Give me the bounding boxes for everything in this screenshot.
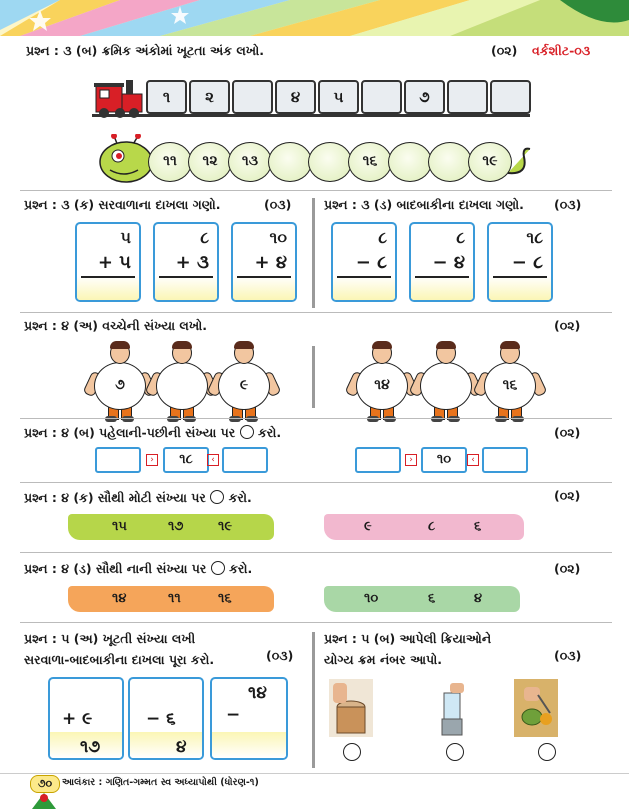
subtraction-operation: − ૪ — [432, 252, 465, 273]
divider — [20, 312, 612, 313]
shoe — [246, 416, 258, 422]
man-hair — [110, 341, 130, 349]
addition-box — [75, 222, 141, 302]
addition-marks: (૦૩) — [264, 197, 292, 212]
caterpillar-tail-icon — [506, 145, 536, 179]
caterpillar-segment[interactable] — [428, 142, 472, 182]
subtraction-title: પ્રશ્ન : ૩ (ડ) બાદબાકીના દાખલા ગણો. — [324, 197, 524, 212]
before-answer-box[interactable] — [95, 447, 141, 473]
circle-symbol — [210, 490, 224, 504]
man-hair — [436, 341, 456, 349]
man-number: ૭ — [94, 362, 146, 410]
shoe — [122, 416, 134, 422]
after-answer-box[interactable] — [482, 447, 528, 473]
rail — [92, 114, 530, 117]
man-figure — [88, 342, 150, 424]
biggest-right-strip — [324, 514, 524, 540]
caterpillar-segment: ૧૯ — [468, 142, 512, 182]
man-figure[interactable] — [150, 342, 212, 424]
man-number — [420, 362, 472, 410]
before-answer-box[interactable] — [355, 447, 401, 473]
middle-number-box: ૧૮ — [163, 447, 209, 473]
train-engine — [94, 76, 144, 116]
man-figure — [478, 342, 540, 424]
train-wagon[interactable] — [361, 80, 402, 114]
shoe — [184, 416, 196, 422]
subtraction-answer-area[interactable] — [333, 276, 395, 300]
divider — [20, 418, 612, 419]
addition-top-number: ૮ — [200, 228, 209, 247]
left-arrow-icon: ‹ — [467, 454, 479, 466]
left-arrow-icon: ‹ — [207, 454, 219, 466]
smallest-number[interactable]: ૧૬ — [218, 591, 232, 606]
addition-answer-area[interactable] — [77, 276, 139, 300]
shoe — [495, 416, 507, 422]
missing-title-1: પ્રશ્ન : ૫ (અ) ખૂટતી સંખ્યા લખી — [24, 631, 196, 646]
biggest-number[interactable]: ૧૫ — [112, 519, 127, 534]
train-wagon: ૧ — [146, 80, 187, 114]
caterpillar-segment[interactable] — [308, 142, 352, 182]
man-number: ૧૬ — [484, 362, 536, 410]
divider — [20, 622, 612, 623]
top-banner — [0, 0, 629, 36]
smallest-number[interactable]: ૧૦ — [364, 591, 379, 606]
caterpillar-segment: ૧૧ — [148, 142, 192, 182]
after-answer-box[interactable] — [222, 447, 268, 473]
biggest-number[interactable]: ૯ — [364, 519, 372, 534]
shoe — [384, 416, 396, 422]
column-divider — [312, 346, 315, 408]
smallest-marks: (૦૨) — [554, 561, 581, 576]
train-wagon: ૭ — [404, 80, 445, 114]
between-title: પ્રશ્ન : ૪ (અ) વચ્ચેની સંખ્યા લખો. — [24, 318, 207, 333]
q1-marks: (૦૨) — [491, 43, 518, 58]
train-wagon[interactable] — [232, 80, 273, 114]
addition-top-number: ૫ — [120, 228, 131, 247]
divider — [20, 190, 612, 191]
subtraction-operation: − ૮ — [511, 252, 543, 273]
addition-operation: + ૫ — [97, 252, 131, 273]
subtraction-box — [487, 222, 553, 302]
man-figure — [212, 342, 274, 424]
man-figure[interactable] — [414, 342, 476, 424]
order-title-2: યોગ્ય ક્રમ નંબર આપો. — [324, 652, 442, 667]
order-marks: (૦૩) — [554, 648, 582, 663]
subtraction-top-number: ૮ — [456, 228, 465, 247]
addition-box — [231, 222, 297, 302]
footer — [0, 773, 629, 809]
man-hair — [234, 341, 254, 349]
man-figure — [350, 342, 412, 424]
shoe — [105, 416, 117, 422]
smallest-right-strip — [324, 586, 520, 612]
between-marks: (૦૨) — [554, 318, 581, 333]
addition-top-number: ૧૦ — [269, 228, 287, 247]
train-wagon: ૪ — [275, 80, 316, 114]
subtraction-top-number: ૧૮ — [526, 228, 543, 247]
subtraction-answer-area[interactable] — [411, 276, 473, 300]
drum-picture — [329, 679, 373, 737]
shoe — [167, 416, 179, 422]
man-number: ૯ — [218, 362, 270, 410]
footer-figure-icon — [30, 793, 58, 809]
before-after-title: પ્રશ્ન : ૪ (બ) પહેલાની-પછીની સંખ્યા પર કરો. — [24, 425, 282, 440]
before-after-marks: (૦૨) — [554, 425, 581, 440]
biggest-number[interactable]: ૮ — [428, 519, 436, 534]
right-arrow-icon: › — [146, 454, 158, 466]
banner-decoration — [0, 0, 629, 36]
shoe — [448, 416, 460, 422]
train-wagon[interactable] — [490, 80, 531, 114]
missing-box-1: + ૯ ૧૭ — [48, 677, 124, 760]
q1-title: પ્રશ્ન : ૩ (બ) ક્રમિક અંકોમાં ખૂટતા અંક લખો. — [26, 43, 264, 58]
caterpillar-segment[interactable] — [268, 142, 312, 182]
circle-symbol — [240, 425, 254, 439]
order-answer-circle-3[interactable] — [538, 743, 556, 761]
addition-answer-area[interactable] — [233, 276, 295, 300]
man-hair — [500, 341, 520, 349]
man-number: ૧૪ — [356, 362, 408, 410]
smallest-left-strip — [68, 586, 274, 612]
caterpillar-tail — [506, 145, 536, 183]
order-answer-circle-1[interactable] — [343, 743, 361, 761]
shoe — [431, 416, 443, 422]
subtraction-answer-area[interactable] — [489, 276, 551, 300]
column-divider — [312, 632, 315, 768]
divider — [20, 482, 612, 483]
man-hair — [372, 341, 392, 349]
column-divider — [312, 198, 315, 308]
missing-marks: (૦૩) — [266, 648, 294, 663]
page-number: ૭૦ — [30, 775, 60, 793]
worksheet-label: વર્કશીટ-૦૩ — [532, 43, 591, 58]
biggest-left-strip — [68, 514, 274, 540]
addition-operation: + ૩ — [175, 252, 209, 273]
biggest-number[interactable]: ૧૭ — [168, 519, 184, 534]
divider — [20, 552, 612, 553]
caterpillar-segment: ૧૨ — [188, 142, 232, 182]
man-hair — [172, 341, 192, 349]
answer-line — [237, 276, 291, 278]
subtraction-box — [409, 222, 475, 302]
missing-box-3: ૧૪ − — [210, 677, 288, 760]
addition-box — [153, 222, 219, 302]
answer-line — [337, 276, 391, 278]
shoe — [367, 416, 379, 422]
answer-line — [415, 276, 469, 278]
missing-title-2: સરવાળા-બાદબાકીના દાખલા પૂરા કરો. — [24, 652, 215, 667]
train-wagon[interactable] — [447, 80, 488, 114]
engine-icon — [94, 76, 144, 118]
subtraction-marks: (૦૩) — [554, 197, 582, 212]
shoe — [512, 416, 524, 422]
missing-box-2: − ૬ ૪ — [128, 677, 204, 760]
order-answer-circle-2[interactable] — [446, 743, 464, 761]
smallest-number[interactable]: ૧૪ — [112, 591, 127, 606]
caterpillar-segment: ૧૬ — [348, 142, 392, 182]
smallest-number[interactable]: ૪ — [474, 591, 483, 606]
order-title-1: પ્રશ્ન : ૫ (બ) આપેલી ક્રિયાઓને — [324, 631, 492, 646]
circle-symbol — [211, 561, 225, 575]
shoe — [229, 416, 241, 422]
right-arrow-icon: › — [405, 454, 417, 466]
smallest-number[interactable]: ૧૧ — [168, 591, 181, 606]
biggest-number[interactable]: ૬ — [474, 519, 482, 534]
biggest-marks: (૦૨) — [554, 488, 581, 503]
man-number — [156, 362, 208, 410]
subtraction-box — [331, 222, 397, 302]
answer-line — [81, 276, 135, 278]
middle-number-box: ૧૦ — [421, 447, 467, 473]
addition-answer-area[interactable] — [155, 276, 217, 300]
train-wagon: ૫ — [318, 80, 359, 114]
addition-title: પ્રશ્ન : ૩ (ક) સરવાળાના દાખલા ગણો. — [24, 197, 221, 212]
addition-operation: + ૪ — [254, 252, 287, 273]
smallest-title: પ્રશ્ન : ૪ (ડ) સૌથી નાની સંખ્યા પર કરો. — [24, 561, 253, 576]
caterpillar-segment[interactable] — [388, 142, 432, 182]
answer-line — [159, 276, 213, 278]
train-wagon: ૨ — [189, 80, 230, 114]
cutting-picture — [514, 679, 558, 737]
biggest-title: પ્રશ્ન : ૪ (ક) સૌથી મોટી સંખ્યા પર કરો. — [24, 490, 252, 505]
answer-line — [493, 276, 547, 278]
mixer-picture — [430, 679, 474, 737]
subtraction-operation: − ૮ — [355, 252, 387, 273]
smallest-number[interactable]: ૬ — [428, 591, 436, 606]
footer-text: આલંકાર : ગણિત-ગમ્મત સ્વ અધ્યાપોથી (ધોરણ-૧) — [62, 777, 259, 788]
caterpillar-segment: ૧૩ — [228, 142, 272, 182]
biggest-number[interactable]: ૧૯ — [218, 519, 233, 534]
subtraction-top-number: ૮ — [378, 228, 387, 247]
